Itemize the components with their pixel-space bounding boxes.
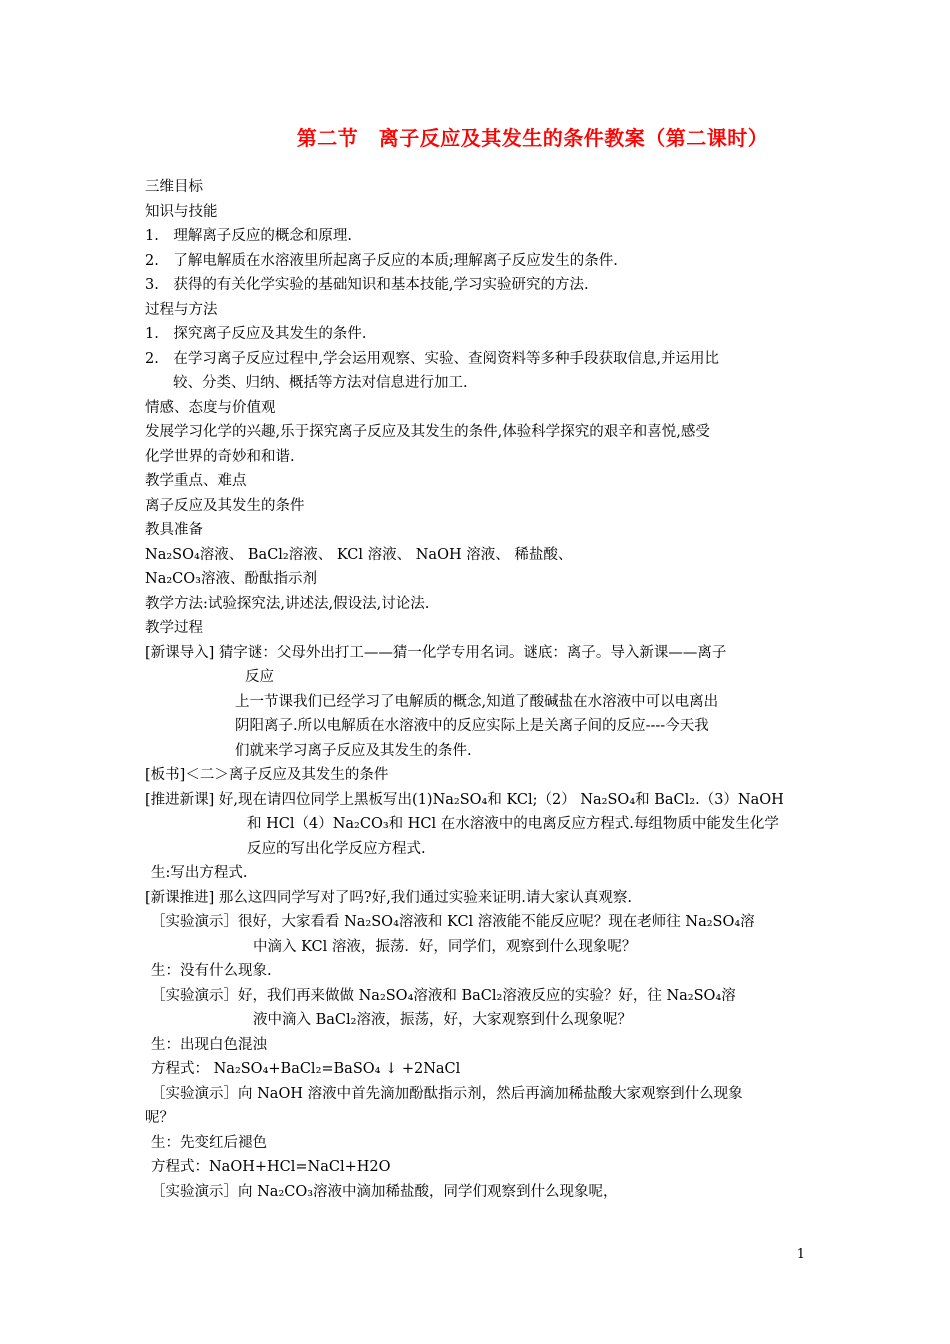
paragraph-continuation: 反应 (245, 669, 274, 685)
paragraph: 生:写出方程式. (151, 865, 248, 881)
document-title: 第二节 离子反应及其发生的条件教案（第二课时） (296, 126, 769, 150)
paragraph: Na₂SO₄溶液、 BaCl₂溶液、 KCl 溶液、 NaOH 溶液、 稀盐酸、 (145, 546, 573, 563)
paragraph: 教学方法:试验探究法,讲述法,假设法,讨论法. (145, 595, 430, 612)
paragraph: ［实验演示］向 Na₂CO₃溶液中滴加稀盐酸，同学们观察到什么现象呢， (151, 1183, 618, 1200)
paragraph: 离子反应及其发生的条件 (145, 497, 305, 514)
page-number: 1 (796, 1247, 805, 1262)
list-item: 2. 了解电解质在水溶液里所起离子反应的本质;理解离子反应发生的条件. (145, 252, 618, 269)
paragraph: 上一节课我们已经学习了电解质的概念,知道了酸碱盐在水溶液中可以电离出 (235, 693, 719, 710)
paragraph: [推进新课] 好,现在请四位同学上黑板写出(1)Na₂SO₄和 KCl;（2） Na₂SO₄和 BaCl₂.（3）NaOH (145, 791, 784, 808)
heading-process-method: 过程与方法 (145, 301, 218, 318)
list-item: 1. 理解离子反应的概念和原理. (145, 228, 352, 244)
paragraph-continuation: 阴阳离子.所以电解质在水溶液中的反应实际上是关离子间的反应----今天我 (235, 718, 709, 734)
paragraph-continuation: 和 HCl（4）Na₂CO₃和 HCl 在水溶液中的电离反应方程式.每组物质中能发生化学 (247, 816, 779, 832)
paragraph-continuation: 反应的写出化学反应方程式. (247, 840, 426, 857)
paragraph-continuation: 化学世界的奇妙和和谐. (145, 448, 295, 465)
document-body (145, 175, 810, 1204)
heading-knowledge-skills: 知识与技能 (145, 203, 218, 220)
paragraph: [板书]＜二＞离子反应及其发生的条件 (145, 767, 389, 783)
paragraph: [新课推进] 那么这四同学写对了吗?好,我们通过实验来证明.请大家认真观察. (145, 889, 633, 906)
paragraph: 生：出现白色混浊 (151, 1036, 267, 1053)
paragraph: ［实验演示］向 NaOH 溶液中首先滴加酚酞指示剂，然后再滴加稀盐酸大家观察到什么现象 (151, 1085, 743, 1102)
paragraph: 发展学习化学的兴趣,乐于探究离子反应及其发生的条件,体验科学探究的艰辛和喜悦,感受 (145, 424, 710, 440)
paragraph-continuation: 中滴入 KCl 溶液，振荡．好，同学们，观察到什么现象呢？ (253, 938, 637, 955)
paragraph: ［实验演示］好，我们再来做做 Na₂SO₄溶液和 BaCl₂溶液反应的实验？好，往 Na₂SO₄溶 (151, 987, 736, 1004)
paragraph-continuation: 们就来学习离子反应及其发生的条件. (235, 742, 472, 759)
equation: 方程式： Na₂SO₄+BaCl₂=BaSO₄ ↓ +2NaCl (151, 1061, 461, 1077)
list-item: 2. 在学习离子反应过程中,学会运用观察、实验、查阅资料等多种手段获取信息,并运用比 (145, 350, 720, 367)
paragraph-continuation: 液中滴入 BaCl₂溶液，振荡，好，大家观察到什么现象呢？ (253, 1012, 632, 1028)
heading-teaching-aids: 教具准备 (145, 522, 203, 538)
heading-teaching-process: 教学过程 (145, 620, 203, 636)
list-item-continuation: 较、分类、归纳、概括等方法对信息进行加工. (173, 375, 468, 391)
paragraph: 生：先变红后褪色 (151, 1134, 267, 1151)
paragraph: 生：没有什么现象. (151, 963, 272, 979)
heading-three-dim-goals: 三维目标 (145, 179, 203, 195)
heading-key-points: 教学重点、难点 (145, 473, 247, 489)
paragraph: ［实验演示］很好，大家看看 Na₂SO₄溶液和 KCl 溶液能不能反应呢？现在老师往 Na₂SO₄溶 (151, 914, 755, 930)
paragraph: [新课导入] 猜字谜：父母外出打工——猜一化学专用名词。谜底：离子。导入新课——离子 (145, 644, 727, 661)
paragraph-continuation: 呢？ (145, 1110, 174, 1126)
heading-emotion-attitude: 情感、态度与价值观 (145, 399, 276, 416)
paragraph: Na₂CO₃溶液、酚酞指示剂 (145, 571, 317, 587)
list-item: 1. 探究离子反应及其发生的条件. (145, 326, 367, 342)
equation: 方程式：NaOH+HCl=NaCl+H2O (151, 1159, 391, 1175)
list-item: 3. 获得的有关化学实验的基础知识和基本技能,学习实验研究的方法. (145, 277, 589, 293)
